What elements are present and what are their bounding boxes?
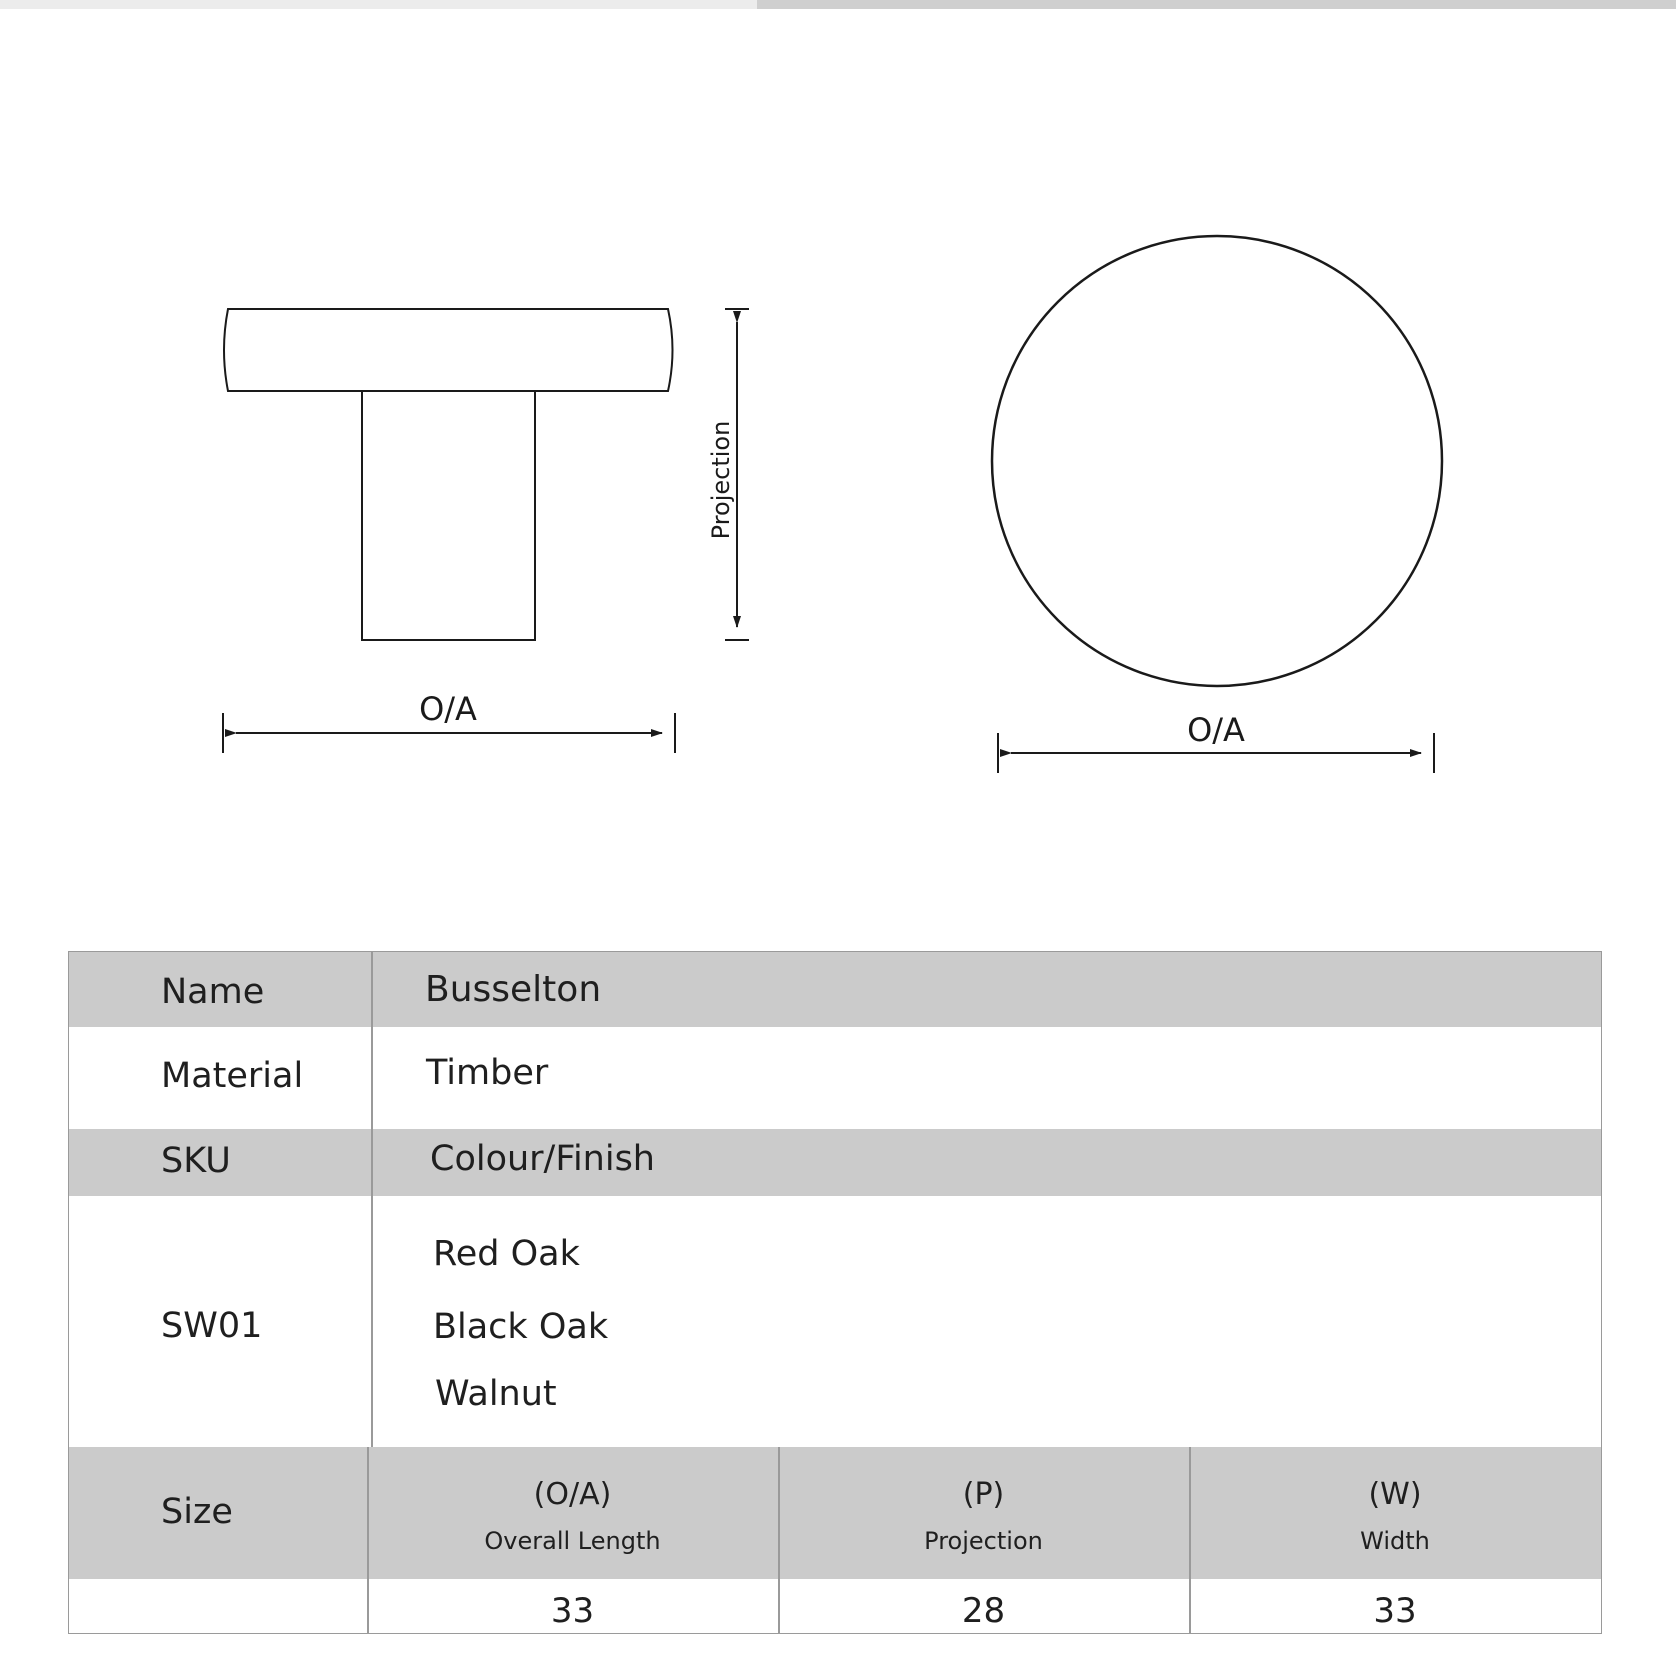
material-value: Timber — [426, 1053, 549, 1093]
finish-item: Red Oak — [433, 1234, 580, 1274]
spec-table — [68, 951, 1602, 1634]
size-column-divider — [778, 1447, 780, 1633]
label-column-divider-lower — [367, 1447, 369, 1633]
size-col-width — [1189, 1447, 1601, 1578]
front-view-circle — [992, 236, 1442, 686]
sku-value: SW01 — [161, 1306, 263, 1346]
size-desc: Projection — [924, 1527, 1043, 1555]
size-value-width: 33 — [1373, 1591, 1417, 1631]
sku-row — [69, 1196, 1601, 1447]
size-code: (P) — [962, 1477, 1005, 1512]
side-view-cap — [224, 309, 673, 391]
size-value-projection: 28 — [961, 1591, 1006, 1631]
size-col-projection — [778, 1447, 1189, 1578]
sku-label: SKU — [161, 1141, 231, 1181]
size-desc: Overall Length — [484, 1527, 661, 1555]
colour-finish-header: Colour/Finish — [430, 1139, 655, 1179]
material-label: Material — [161, 1056, 304, 1096]
name-value: Busselton — [425, 969, 602, 1010]
finish-item: Walnut — [435, 1374, 557, 1414]
size-header-row — [69, 1447, 1601, 1579]
size-column-divider — [1189, 1447, 1191, 1633]
size-value-overall-length: 33 — [550, 1591, 595, 1631]
label-column-divider — [371, 952, 373, 1447]
name-row — [69, 952, 1601, 1027]
sku-header-row — [69, 1129, 1601, 1196]
side-view-stem — [362, 391, 535, 640]
name-label: Name — [161, 972, 265, 1012]
size-values-row — [69, 1579, 1601, 1633]
size-desc: Width — [1360, 1527, 1430, 1555]
material-row — [69, 1027, 1601, 1129]
finish-item: Black Oak — [433, 1307, 609, 1347]
size-code: (O/A) — [533, 1477, 612, 1512]
side-oa-label: O/A — [419, 690, 477, 728]
size-label: Size — [161, 1492, 233, 1532]
size-col-overall-length — [367, 1447, 778, 1578]
projection-label: Projection — [707, 420, 735, 540]
front-oa-label: O/A — [1187, 711, 1245, 749]
size-code: (W) — [1368, 1477, 1422, 1512]
